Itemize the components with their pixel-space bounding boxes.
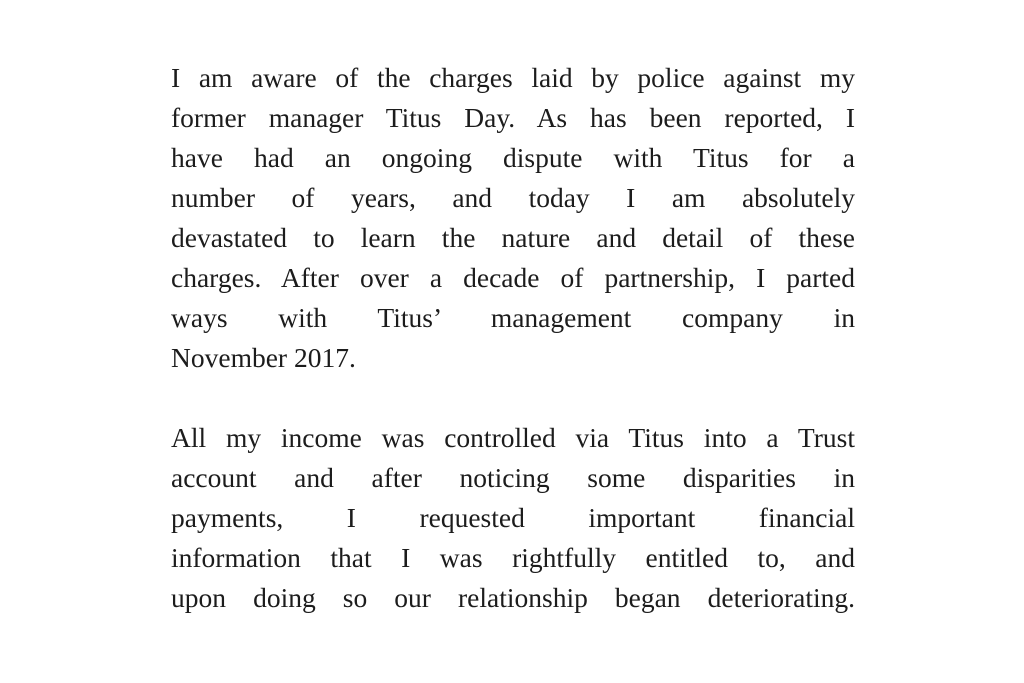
text-line: ways with Titus’ management company in	[171, 302, 855, 333]
text-line: charges. After over a decade of partnership, I parted	[171, 262, 855, 293]
text-line: devastated to learn the nature and detail of these	[171, 222, 855, 253]
text-line: have had an ongoing dispute with Titus for a	[171, 142, 855, 173]
paragraph-1	[171, 58, 855, 378]
text-line: number of years, and today I am absolutely	[171, 182, 855, 213]
text-line: I am aware of the charges laid by police against my	[171, 62, 855, 93]
statement-document	[171, 58, 855, 618]
text-line: former manager Titus Day. As has been reported, I	[171, 102, 855, 133]
text-line: account and after noticing some disparities in	[171, 462, 855, 493]
text-line: November 2017.	[171, 342, 356, 373]
paragraph-2	[171, 418, 855, 618]
text-line: payments, I requested important financial	[171, 502, 855, 533]
text-line: All my income was controlled via Titus into a Trust	[171, 422, 855, 453]
text-line: information that I was rightfully entitled to, and	[171, 542, 855, 573]
text-line: upon doing so our relationship began deteriorating.	[171, 582, 855, 613]
